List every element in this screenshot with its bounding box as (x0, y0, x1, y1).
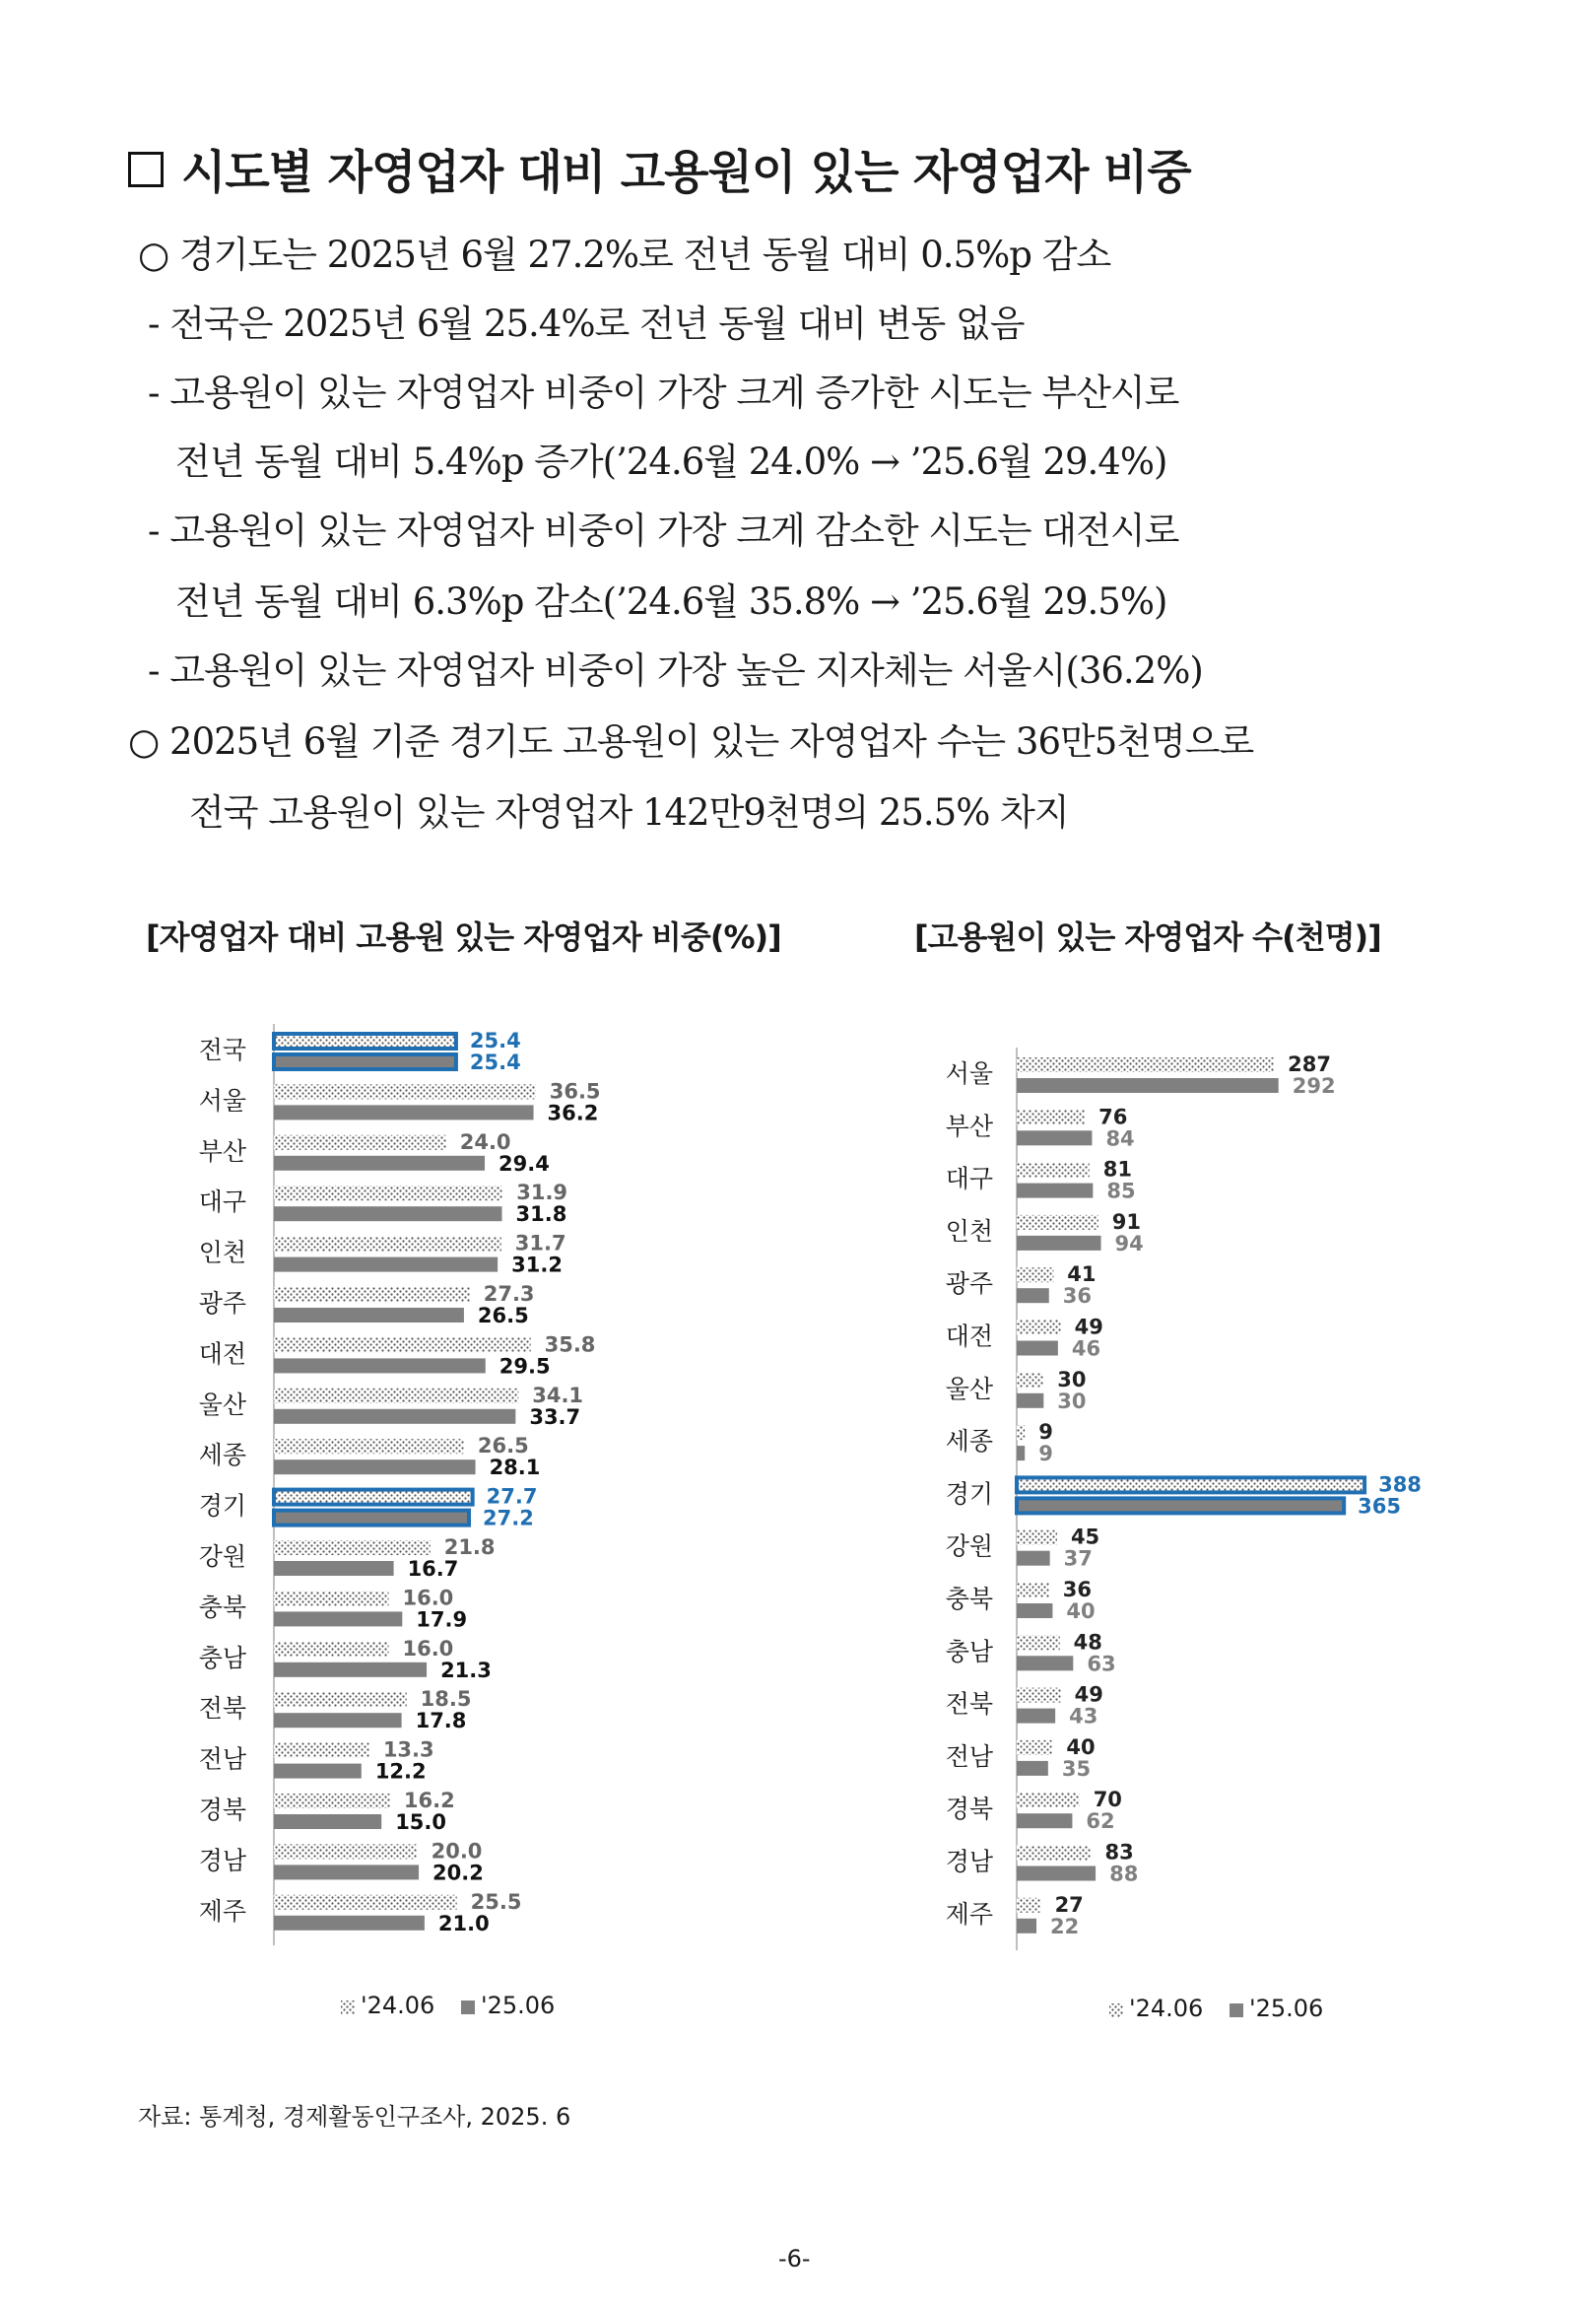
bar-2506 (274, 1257, 498, 1272)
legend-swatch-2406 (341, 2001, 355, 2014)
category-label: 세종 (945, 1427, 993, 1457)
data-label-2506: 292 (1292, 1074, 1336, 1098)
data-label-2506: 16.7 (407, 1557, 459, 1581)
chart-ratio (148, 1015, 897, 2030)
bullet-line-1: ○ 경기도는 2025년 6월 27.2%로 전년 동월 대비 0.5%p 감소 (138, 234, 1111, 276)
bar-2506 (1017, 1236, 1101, 1251)
data-label-2406: 13.3 (382, 1737, 434, 1762)
bar-2506 (274, 1409, 515, 1424)
chart1-title: [자영업자 대비 고용원 있는 자영업자 비중(%)] (146, 918, 781, 956)
bar-2506 (1017, 1498, 1344, 1513)
data-label-2406: 40 (1066, 1734, 1096, 1759)
bar-2506 (1017, 1813, 1072, 1828)
legend-label-2406: '24.06 (1129, 1995, 1204, 2022)
legend-swatch-2506 (461, 2001, 475, 2014)
bar-2406 (1017, 1425, 1025, 1440)
data-label-2506: 21.3 (440, 1658, 492, 1682)
data-label-2506: 15.0 (395, 1810, 447, 1834)
data-label-2506: 17.8 (415, 1709, 467, 1733)
bar-2406 (274, 1540, 431, 1555)
data-label-2406: 45 (1070, 1525, 1100, 1549)
data-label-2506: 12.2 (374, 1759, 427, 1784)
bar-2506 (1017, 1288, 1049, 1303)
category-label: 충남 (945, 1637, 993, 1666)
data-label-2406: 76 (1098, 1105, 1128, 1129)
legend-label-2506: '25.06 (481, 1992, 556, 2019)
bar-2506 (1017, 1761, 1048, 1776)
data-label-2506: 88 (1109, 1862, 1139, 1886)
bar-2406 (274, 1084, 536, 1099)
bar-2406 (274, 1591, 388, 1605)
page-title-text: 시도별 자영업자 대비 고용원이 있는 자영업자 비중 (181, 146, 1191, 200)
bar-2506 (1017, 1551, 1050, 1566)
bar-2406 (274, 1389, 518, 1403)
bar-2406 (274, 1186, 502, 1200)
bar-2406 (1017, 1215, 1098, 1230)
bar-2506 (274, 1459, 476, 1474)
data-label-2506: 33.7 (529, 1404, 581, 1429)
data-label-2406: 35.8 (544, 1332, 596, 1357)
bar-2506 (274, 1865, 419, 1879)
bar-2406 (1017, 1477, 1364, 1492)
bar-2506 (1017, 1078, 1279, 1093)
bullet-line-6: 전년 동월 대비 6.3%p 감소(’24.6월 35.8% → ’25.6월 29.5%) (175, 580, 1167, 623)
bar-2506 (274, 1105, 534, 1119)
bar-2406 (274, 1034, 456, 1049)
bar-2506 (274, 1611, 402, 1626)
bar-2406 (1017, 1898, 1041, 1913)
data-label-2406: 83 (1104, 1840, 1134, 1865)
data-label-2406: 24.0 (459, 1129, 511, 1154)
data-label-2506: 84 (1105, 1126, 1135, 1151)
data-label-2406: 27 (1054, 1892, 1084, 1917)
bar-2506 (274, 1308, 464, 1323)
bar-2406 (274, 1642, 388, 1657)
data-label-2506: 27.2 (483, 1506, 534, 1530)
bar-2406 (274, 1895, 457, 1910)
data-label-2506: 29.4 (499, 1151, 550, 1176)
bar-2406 (274, 1844, 418, 1859)
category-label: 전북 (945, 1689, 993, 1719)
data-label-2506: 31.2 (511, 1253, 563, 1277)
category-label: 경북 (945, 1795, 993, 1824)
bar-2406 (1017, 1163, 1090, 1178)
bar-2406 (1017, 1793, 1080, 1807)
data-label-2406: 30 (1057, 1367, 1087, 1391)
checkbox-square-icon (128, 152, 164, 187)
category-label: 대구 (945, 1164, 993, 1193)
bar-2406 (274, 1692, 407, 1707)
bar-2506 (274, 1814, 381, 1829)
bar-2506 (1017, 1656, 1073, 1670)
bar-2406 (274, 1287, 470, 1302)
bar-2506 (1017, 1866, 1096, 1881)
data-label-2506: 40 (1066, 1599, 1096, 1623)
data-label-2406: 25.4 (469, 1029, 521, 1052)
category-label: 제주 (198, 1896, 246, 1926)
bar-2506 (274, 1206, 502, 1221)
category-label: 강원 (945, 1531, 993, 1561)
bar-2406 (1017, 1057, 1274, 1072)
bar-2506 (274, 1156, 485, 1171)
bar-2406 (1017, 1740, 1052, 1755)
category-label: 충북 (198, 1593, 246, 1622)
data-label-2506: 365 (1358, 1494, 1401, 1519)
bar-2506 (1017, 1603, 1052, 1618)
bullet-line-7: - 고용원이 있는 자영업자 비중이 가장 높은 지자체는 서울시(36.2%) (148, 649, 1203, 692)
bar-2406 (274, 1237, 501, 1252)
data-label-2506: 43 (1069, 1704, 1098, 1729)
bar-2506 (1017, 1130, 1092, 1145)
bar-2506 (274, 1511, 469, 1526)
data-label-2406: 81 (1102, 1157, 1132, 1182)
legend-label-2406: '24.06 (361, 1992, 435, 2019)
data-label-2506: 35 (1061, 1756, 1092, 1781)
data-label-2406: 21.8 (443, 1535, 496, 1559)
category-label: 인천 (198, 1238, 246, 1267)
bar-2406 (274, 1337, 531, 1352)
bar-2406 (1017, 1688, 1061, 1703)
data-label-2406: 26.5 (477, 1434, 529, 1458)
bullet-line-5: - 고용원이 있는 자영업자 비중이 가장 크게 감소한 시도는 대전시로 (148, 509, 1179, 552)
bar-2406 (1017, 1635, 1060, 1650)
category-label: 경남 (198, 1846, 246, 1875)
bar-2506 (274, 1358, 486, 1373)
bullet-line-9: 전국 고용원이 있는 자영업자 142만9천명의 25.5% 차지 (189, 791, 1069, 834)
data-label-2506: 25.4 (469, 1051, 521, 1074)
category-label: 강원 (198, 1542, 246, 1571)
bar-2506 (274, 1054, 456, 1069)
data-label-2506: 26.5 (477, 1304, 529, 1327)
data-label-2406: 287 (1288, 1052, 1332, 1076)
bar-2406 (274, 1490, 473, 1505)
source-note: 자료: 통계청, 경제활동인구조사, 2025. 6 (138, 2103, 571, 2131)
data-label-2506: 30 (1057, 1389, 1087, 1413)
category-label: 울산 (945, 1374, 993, 1403)
data-label-2506: 21.0 (437, 1911, 490, 1935)
data-label-2506: 20.2 (432, 1861, 484, 1885)
bar-2506 (274, 1662, 427, 1677)
data-label-2406: 9 (1038, 1420, 1053, 1445)
bar-2406 (274, 1794, 390, 1808)
bar-2406 (274, 1135, 446, 1150)
category-label: 서울 (945, 1059, 993, 1088)
data-label-2506: 28.1 (489, 1456, 541, 1480)
category-label: 충북 (945, 1585, 993, 1613)
bar-2406 (1017, 1530, 1057, 1545)
data-label-2506: 22 (1050, 1914, 1080, 1938)
data-label-2406: 16.2 (403, 1789, 455, 1812)
category-label: 울산 (198, 1390, 246, 1419)
data-label-2406: 70 (1093, 1788, 1122, 1812)
data-label-2406: 91 (1111, 1209, 1142, 1234)
chart2-title: [고용원이 있는 자영업자 수(천명)] (914, 918, 1381, 956)
category-label: 대구 (198, 1187, 246, 1217)
data-label-2506: 94 (1114, 1231, 1144, 1255)
data-label-2406: 49 (1074, 1682, 1103, 1707)
page-title (128, 136, 1191, 202)
data-label-2506: 36.2 (547, 1101, 599, 1125)
category-label: 전남 (945, 1741, 993, 1771)
legend-label-2506: '25.06 (1249, 1995, 1324, 2022)
category-label: 경남 (945, 1847, 993, 1876)
category-label: 부산 (198, 1136, 246, 1166)
category-label: 광주 (945, 1269, 993, 1299)
data-label-2406: 34.1 (532, 1383, 584, 1407)
data-label-2506: 9 (1038, 1442, 1053, 1466)
bar-2406 (1017, 1583, 1049, 1597)
bar-2506 (1017, 1919, 1036, 1933)
data-label-2406: 31.7 (514, 1231, 566, 1255)
bar-2506 (274, 1561, 394, 1576)
data-label-2506: 31.8 (515, 1202, 567, 1227)
category-label: 경기 (198, 1491, 246, 1521)
category-label: 대전 (198, 1339, 246, 1369)
data-label-2406: 41 (1067, 1262, 1097, 1287)
bar-2506 (1017, 1709, 1055, 1724)
bar-2506 (274, 1916, 425, 1931)
data-label-2406: 18.5 (420, 1687, 472, 1712)
data-label-2406: 16.0 (402, 1586, 454, 1610)
bar-2406 (1017, 1267, 1053, 1282)
bar-2506 (1017, 1393, 1043, 1408)
category-label: 전북 (198, 1694, 246, 1724)
data-label-2506: 46 (1071, 1336, 1101, 1361)
category-label: 충남 (198, 1643, 246, 1672)
data-label-2406: 16.0 (402, 1636, 454, 1661)
category-label: 광주 (198, 1289, 246, 1318)
data-label-2406: 27.3 (483, 1282, 535, 1306)
bar-2406 (1017, 1110, 1085, 1124)
data-label-2406: 20.0 (431, 1839, 483, 1864)
bar-2506 (1017, 1184, 1093, 1198)
bar-2506 (1017, 1341, 1058, 1356)
data-label-2406: 31.9 (516, 1181, 568, 1205)
data-label-2506: 37 (1063, 1546, 1093, 1571)
chart-count (887, 1015, 1596, 2030)
category-label: 전남 (198, 1744, 246, 1774)
data-label-2506: 62 (1086, 1809, 1115, 1834)
data-label-2506: 17.9 (416, 1607, 468, 1632)
data-label-2406: 36.5 (549, 1079, 601, 1104)
page-number: -6- (778, 2245, 811, 2272)
bar-2406 (1017, 1321, 1061, 1335)
category-label: 서울 (198, 1086, 246, 1116)
category-label: 세종 (198, 1441, 246, 1470)
category-label: 전국 (198, 1036, 246, 1064)
bar-2406 (1017, 1373, 1043, 1388)
data-label-2506: 36 (1062, 1284, 1092, 1309)
category-label: 경기 (945, 1479, 993, 1509)
data-label-2506: 63 (1087, 1652, 1116, 1676)
bar-2506 (274, 1713, 402, 1728)
bar-2406 (274, 1439, 464, 1454)
legend-swatch-2506 (1230, 2003, 1243, 2017)
category-label: 제주 (945, 1899, 993, 1929)
category-label: 대전 (945, 1322, 993, 1351)
data-label-2406: 388 (1378, 1472, 1422, 1497)
bar-2406 (1017, 1846, 1092, 1861)
data-label-2506: 29.5 (499, 1354, 551, 1379)
bullet-line-3: - 고용원이 있는 자영업자 비중이 가장 크게 증가한 시도는 부산시로 (148, 372, 1179, 414)
bullet-line-2: - 전국은 2025년 6월 25.4%로 전년 동월 대비 변동 없음 (148, 303, 1025, 345)
bar-2506 (1017, 1446, 1025, 1460)
data-label-2406: 49 (1074, 1315, 1103, 1339)
bullet-line-8: ○ 2025년 6월 기준 경기도 고용원이 있는 자영업자 수는 36만5천명으로 (128, 720, 1254, 763)
data-label-2406: 48 (1073, 1630, 1102, 1655)
data-label-2406: 36 (1062, 1578, 1092, 1601)
category-label: 부산 (945, 1112, 993, 1141)
data-label-2406: 25.5 (470, 1889, 522, 1914)
bar-2406 (274, 1743, 369, 1758)
data-label-2406: 27.7 (486, 1484, 538, 1509)
category-label: 경북 (198, 1796, 246, 1824)
category-label: 인천 (945, 1216, 993, 1246)
bar-2506 (274, 1764, 362, 1779)
legend-swatch-2406 (1109, 2003, 1123, 2017)
bullet-line-4: 전년 동월 대비 5.4%p 증가(’24.6월 24.0% → ’25.6월 29.4%) (175, 441, 1167, 483)
data-label-2506: 85 (1106, 1179, 1136, 1203)
